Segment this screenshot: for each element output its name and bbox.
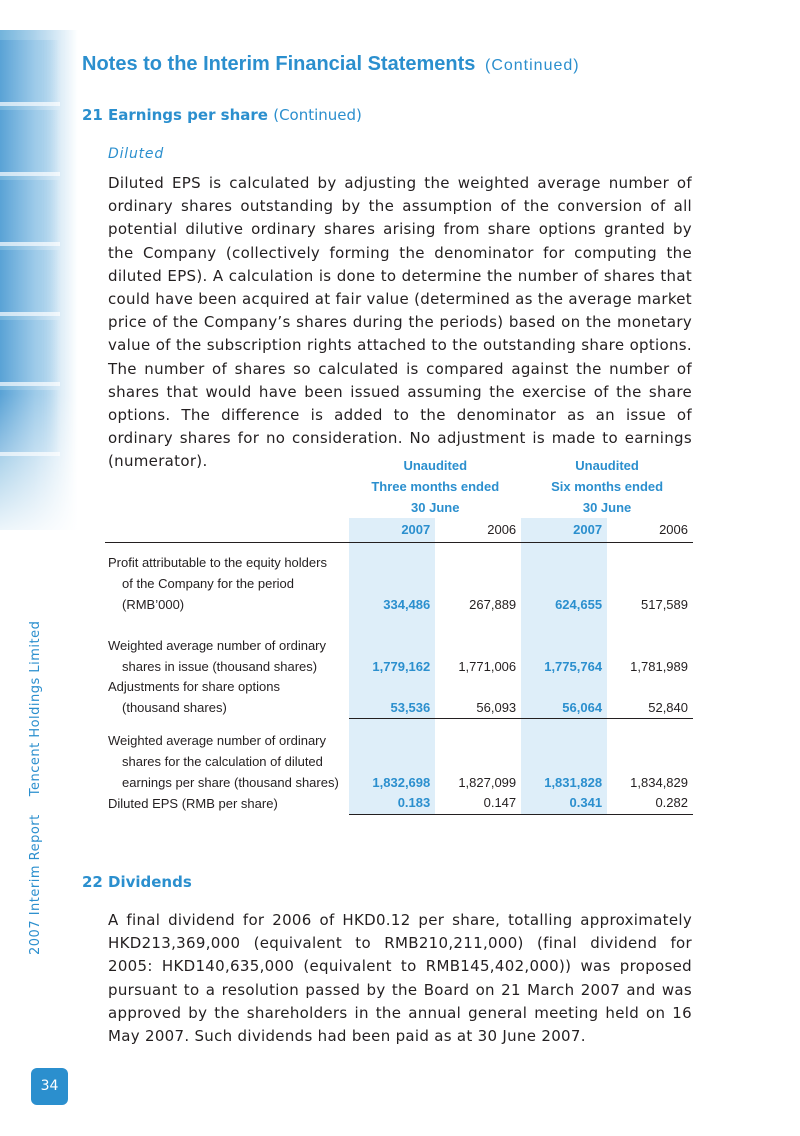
- year-header: 2006: [607, 518, 693, 543]
- cell-value: 53,536: [349, 677, 435, 719]
- cell-value: 624,655: [521, 553, 607, 615]
- year-header: 2007: [349, 518, 435, 543]
- row-label: [105, 731, 349, 793]
- cell-value: 0.147: [435, 793, 521, 814]
- row-label-line: Profit attributable to the equity holders: [108, 555, 327, 571]
- diluted-eps-paragraph: Diluted EPS is calculated by adjusting the weighted average number of ordinary shares outstanding by the assumption of the conversion of all potential dilutive ordinary shares arising from share options granted by the Company (collectively forming the denominator for computing the diluted EPS). A calculation is done to determine the number of shares that could have been acquired at fair value (determined as the average market price of the Company’s shares during the periods) based on the monetary value of the subscription rights attached to the outstanding share options. The number of shares so calculated is compared against the number of shares that would have been issued assuming the exercise of the share options. The difference is added to the denominator as an issue of ordinary shares for no consideration. No adjustment is made to earnings (numerator).: [108, 174, 692, 471]
- row-label: [105, 553, 349, 615]
- dividends-paragraph: A final dividend for 2006 of HKD0.12 per share, totalling approximately HKD213,369,000 (equivalent to RMB210,211,000) (final dividend for 2005: HKD140,635,000 (equivalent to RMB145,402,000)) was proposed pursuant to a resolution passed by the Board on 21 March 2007 and was approved by the shareholders in the annual general meeting held on 16 May 2007. Such dividends had been paid as at 30 June 2007.: [108, 911, 692, 1046]
- section-22-heading: [82, 873, 192, 891]
- table-header-row: [105, 498, 693, 519]
- spacer-row: [105, 616, 693, 636]
- row-label-line: Weighted average number of ordinary: [108, 637, 326, 653]
- cell-value: 52,840: [648, 699, 688, 715]
- table-row-profit: [105, 553, 693, 615]
- row-label: [105, 636, 349, 678]
- table-row-diluted-shares: [105, 731, 693, 793]
- cell-value: 0.183: [349, 793, 435, 814]
- cell-value: 1,781,989: [630, 658, 688, 674]
- header-three-months-line1: Unaudited: [403, 458, 468, 473]
- page-title-text: Notes to the Interim Financial Statements: [82, 53, 476, 75]
- page-title: [82, 53, 580, 76]
- section-21-heading: [82, 106, 362, 124]
- side-decoration-fade: [0, 30, 78, 550]
- table-header-row: [105, 456, 693, 477]
- row-label-line: earnings per share (thousand shares): [122, 774, 339, 790]
- year-header: 2007: [521, 518, 607, 543]
- table-row-diluted-eps: [105, 793, 693, 814]
- page-title-suffix: (Continued): [484, 57, 580, 74]
- row-label-line: (thousand shares): [122, 700, 227, 716]
- cell-value: 1,827,099: [458, 774, 517, 790]
- cell-value: 1,832,698: [349, 731, 435, 793]
- row-label-line: Diluted EPS (RMB per share): [108, 795, 278, 811]
- spacer-row: [105, 543, 693, 554]
- cell-value: 334,486: [349, 553, 435, 615]
- header-three-months-line3: 30 June: [411, 499, 460, 515]
- cell-value: 1,779,162: [349, 636, 435, 678]
- cell-value: 1,775,764: [521, 636, 607, 678]
- table-row-adjustments: [105, 677, 693, 719]
- table-row-weighted-shares: [105, 636, 693, 678]
- header-six-months-line3: 30 June: [582, 499, 632, 515]
- cell-value: 56,064: [521, 677, 607, 719]
- section-title-suffix: (Continued): [273, 106, 362, 124]
- section-title: Earnings per share: [108, 106, 268, 124]
- row-label-line: Adjustments for share options: [108, 679, 280, 695]
- row-label-line: shares in issue (thousand shares): [122, 658, 318, 674]
- header-three-months-line2: Three months ended: [371, 478, 500, 494]
- eps-table: [105, 456, 693, 815]
- section-number: 22: [82, 873, 103, 891]
- cell-value: 56,093: [476, 699, 517, 715]
- cell-value: 0.341: [521, 793, 607, 814]
- row-label: [105, 793, 349, 814]
- cell-value: 1,834,829: [630, 774, 688, 790]
- sidebar-running-text: [28, 621, 43, 955]
- year-header: 2006: [435, 518, 521, 543]
- cell-value: 1,771,006: [458, 658, 517, 674]
- table-header-row: [105, 477, 693, 498]
- row-label-line: Weighted average number of ordinary: [108, 732, 326, 748]
- company-name: Tencent Holdings Limited: [28, 620, 43, 797]
- row-label-line: shares for the calculation of diluted: [122, 753, 323, 769]
- report-name: 2007 Interim Report: [28, 814, 43, 955]
- page-number: 34: [31, 1068, 68, 1105]
- header-six-months-line1: Unaudited: [575, 458, 639, 473]
- row-label-line: of the Company for the period: [122, 576, 294, 592]
- cell-value: 0.282: [607, 793, 693, 814]
- spacer-row: [105, 719, 693, 731]
- cell-value: 1,831,828: [521, 731, 607, 793]
- section-number: 21: [82, 106, 103, 124]
- row-label: [105, 677, 349, 719]
- cell-value: 517,589: [641, 596, 688, 612]
- header-six-months-line2: Six months ended: [551, 478, 664, 494]
- table-year-row: [105, 518, 693, 543]
- cell-value: 267,889: [469, 596, 517, 612]
- row-label-line: (RMB’000): [122, 596, 185, 612]
- section-title: Dividends: [108, 873, 192, 891]
- diluted-subheading: Diluted: [108, 146, 165, 162]
